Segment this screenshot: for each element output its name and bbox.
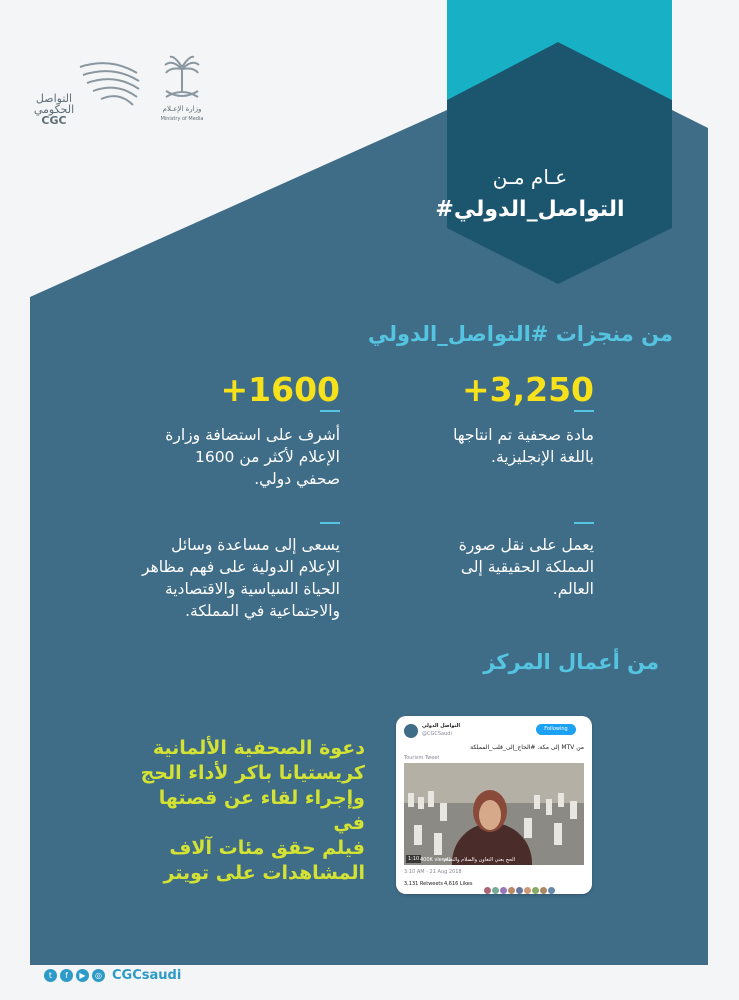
left-desc2-line2: الإعلام الدولية على فهم مظاهر <box>142 558 340 576</box>
tweet-time: 3:10 AM - 21 Aug 2018 <box>404 869 462 875</box>
center-works-text <box>140 736 365 886</box>
right-stat-desc-line2: باللغة الإنجليزية. <box>491 448 594 466</box>
left-stat-number: +1600 <box>220 370 340 409</box>
tweet-body: من MTV إلى مكة. #الحاج_إلى_قلب_المملكة <box>470 744 584 751</box>
right-stat-desc <box>380 424 594 468</box>
left-desc2-line1: يسعى إلى مساعدة وسائل <box>171 536 340 554</box>
cgc-logo-line1: التواصل <box>35 92 73 105</box>
instagram-icon[interactable]: ◎ <box>92 969 105 982</box>
tweet-handle: @CGCSaudi <box>422 731 452 737</box>
left-stat-desc-line3: صحفي دولي. <box>254 470 340 488</box>
tweet-video-views: 400K views <box>420 857 449 863</box>
right-desc2-line3: العالم. <box>552 580 594 598</box>
tweet-card[interactable] <box>396 716 592 894</box>
left-stat-rule <box>320 410 340 412</box>
cgc-swoosh-icon <box>75 55 145 110</box>
left-stat-desc-line1: أشرف على استضافة وزارة <box>165 426 340 444</box>
tweet-follow-button[interactable]: Following <box>536 724 576 735</box>
tweet-liker-avatars <box>484 879 555 894</box>
tweet-likes: 4,616 Likes <box>444 881 473 887</box>
tweet-video-duration: 1:10 <box>408 856 420 862</box>
ministry-name-ar: وزارة الإعـلام <box>162 105 202 113</box>
left-stat-desc-line2: الإعلام لأكثر من 1600 <box>194 448 340 466</box>
facebook-icon[interactable]: f <box>60 969 73 982</box>
twitter-icon[interactable]: t <box>44 969 57 982</box>
tweet-avatar <box>404 724 418 738</box>
left-stat-desc2 <box>100 534 340 622</box>
ministry-logo <box>152 55 212 135</box>
center-works-line3: وإجراء لقاء عن قصتها في <box>158 787 365 834</box>
right-desc2-line2: المملكة الحقيقية إلى <box>460 558 594 576</box>
left-desc2-line4: والاجتماعية في المملكة. <box>185 602 340 620</box>
right-desc2-rule <box>574 522 594 524</box>
footer-social <box>44 967 181 983</box>
tweet-account-name: التواصل الدولي <box>422 723 461 729</box>
left-desc2-line3: الحياة السياسية والاقتصادية <box>164 580 340 598</box>
achievements-title: من منجزات #التواصل_الدولي <box>367 322 673 346</box>
center-works-line2: كريستيانا باكر لأداء الحج <box>140 762 365 784</box>
left-desc2-rule <box>320 522 340 524</box>
badge-subtitle: عـام مـن <box>492 165 568 189</box>
right-stat-number: +3,250 <box>461 370 594 409</box>
center-works-line1: دعوة الصحفية الألمانية <box>152 737 365 759</box>
tweet-video-frame <box>404 763 584 865</box>
right-desc2-line1: يعمل على نقل صورة <box>458 536 594 554</box>
center-works-line5: المشاهدات على تويتر <box>163 862 365 884</box>
right-stat-desc-line1: مادة صحفية تم انتاجها <box>453 426 594 444</box>
tweet-video-caption: الحج يعني التعاون والسلام والنظام <box>444 857 516 863</box>
center-works-line4: فيلم حقق مئات آلاف <box>169 837 365 859</box>
footer-handle[interactable]: CGCsaudi <box>112 967 182 983</box>
tweet-retweets: 3,131 Retweets <box>404 881 443 887</box>
badge-title: #التواصل_الدولي <box>435 197 625 222</box>
ministry-name-en: Ministry of Media <box>160 116 204 122</box>
tweet-location: Tourism Tweet <box>404 755 440 761</box>
cgc-logo <box>30 55 145 135</box>
left-stat-desc <box>100 424 340 490</box>
right-stat-rule <box>574 410 594 412</box>
tweet-video[interactable] <box>404 763 584 865</box>
right-stat-desc2 <box>380 534 594 600</box>
cgc-logo-abbr: CGC <box>41 114 67 127</box>
center-works-title: من أعمال المركز <box>483 650 659 674</box>
youtube-icon[interactable]: ▶ <box>76 969 89 982</box>
cgc-logo-line2: الحكومي <box>33 103 75 116</box>
palm-swords-icon <box>162 55 202 105</box>
